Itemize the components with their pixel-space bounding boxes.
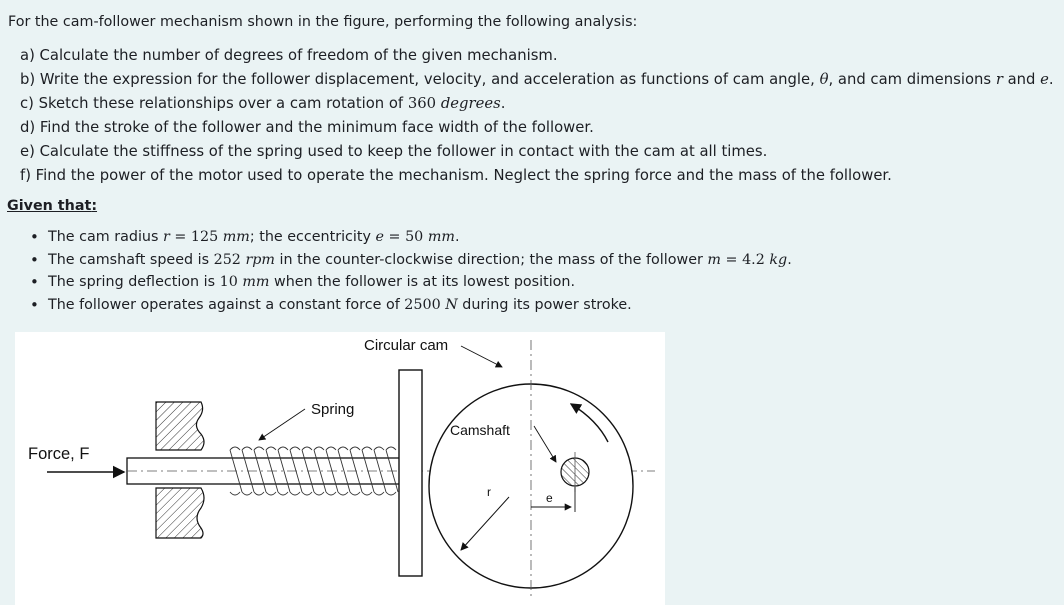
part-f: f) Find the power of the motor used to operate the mechanism. Neglect the spring force and the mass of the follower. — [20, 167, 892, 184]
label-camshaft: Camshaft — [450, 422, 510, 438]
label-force: Force, F — [28, 445, 90, 463]
cam-follower-figure — [15, 332, 665, 605]
label-spring: Spring — [311, 401, 355, 418]
problem-intro: For the cam-follower mechanism shown in the figure, performing the following analysis: — [8, 14, 638, 30]
given-heading: Given that: — [7, 198, 98, 214]
follower-face — [399, 370, 422, 576]
part-e: e) Calculate the stiffness of the spring used to keep the follower in contact with the cam at all times. — [20, 143, 768, 160]
label-r: r — [487, 485, 491, 499]
question-parts — [20, 44, 1054, 188]
label-e: e — [546, 491, 553, 505]
part-b: b) Write the expression for the follower displacement, velocity, and acceleration as functions of cam angle, θ, and cam dimensions r and e. — [20, 71, 1054, 88]
part-d: d) Find the stroke of the follower and the minimum face width of the follower. — [20, 119, 594, 136]
part-a: a) Calculate the number of degrees of freedom of the given mechanism. — [20, 47, 558, 64]
given-item-spring-deflection: • The spring deflection is 10 mm when the follower is at its lowest position. — [30, 271, 792, 294]
given-item-cam-radius: • The cam radius r = 125 mm; the eccentricity e = 50 mm. — [30, 226, 792, 249]
given-list — [30, 226, 792, 316]
given-item-camshaft-speed: • The camshaft speed is 252 rpm in the counter-clockwise direction; the mass of the follower m = 4.2 kg. — [30, 249, 792, 272]
given-item-constant-force: • The follower operates against a constant force of 2500 N during its power stroke. — [30, 294, 792, 317]
frame-guide-upper — [156, 402, 204, 450]
frame-guide-lower — [156, 488, 204, 538]
label-circular-cam: Circular cam — [364, 337, 449, 354]
part-c: c) Sketch these relationships over a cam rotation of 360 degrees. — [20, 95, 506, 112]
